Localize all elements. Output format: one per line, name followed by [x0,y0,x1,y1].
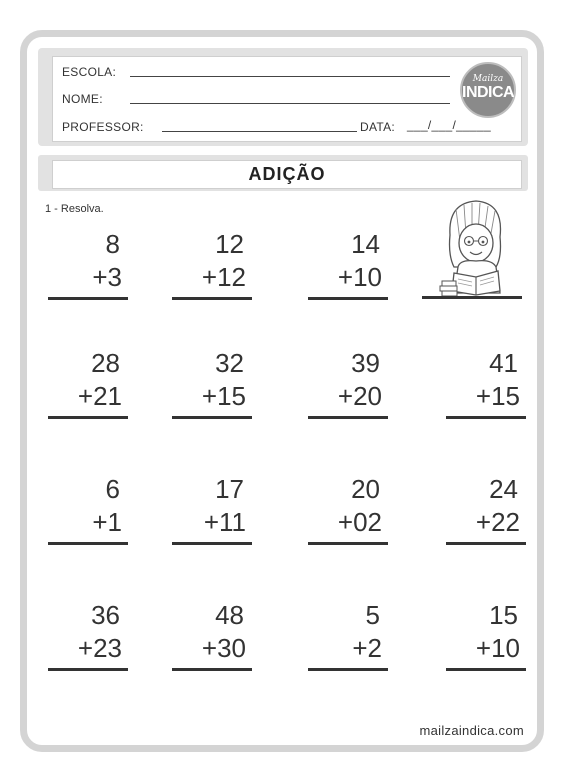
answer-line [48,297,128,300]
addition-problem[interactable] [48,348,128,428]
footer-website: mailzaindica.com [419,723,524,738]
page-title: ADIÇÃO [248,164,326,184]
addend-bottom: +12 [201,262,246,292]
addend-top: 41 [489,348,518,378]
addend-bottom: +10 [337,262,382,292]
addend-top: 20 [351,474,380,504]
logo-line-1: Mailza [472,74,504,84]
addend-top: 28 [91,348,120,378]
addition-problem[interactable] [48,474,128,554]
nome-field[interactable] [130,103,450,104]
addend-bottom: +15 [201,381,246,411]
answer-line [172,416,252,419]
answer-line [446,542,526,545]
mailza-indica-logo [460,62,516,118]
addend-top: 17 [215,474,244,504]
data-label: DATA: [360,120,396,134]
addend-top: 15 [489,600,518,630]
addend-top: 8 [105,229,120,259]
addend-top: 6 [105,474,120,504]
addition-problem[interactable] [446,474,526,554]
addend-bottom: +10 [475,633,520,663]
escola-field[interactable] [130,76,450,77]
addition-problem[interactable] [172,474,252,554]
addend-bottom: +30 [201,633,246,663]
answer-line [172,297,252,300]
addend-top: 12 [215,229,244,259]
addition-problem[interactable] [308,229,388,309]
answer-line [308,297,388,300]
addend-top: 48 [215,600,244,630]
addition-problem[interactable] [308,474,388,554]
girl-reading-book-icon [420,195,524,301]
professor-field[interactable] [162,131,357,132]
addend-top: 32 [215,348,244,378]
addition-problem[interactable] [172,600,252,680]
addend-bottom: +22 [475,507,520,537]
addition-problem[interactable] [48,600,128,680]
addition-problem[interactable] [172,348,252,428]
addend-bottom: +2 [352,633,382,663]
addition-problem[interactable] [308,600,388,680]
addition-problem[interactable] [172,229,252,309]
addend-bottom: +15 [475,381,520,411]
answer-line [48,542,128,545]
date-field[interactable]: ___/___/_____ [407,118,491,132]
answer-line [172,542,252,545]
addend-bottom: +3 [92,262,122,292]
instruction-text: 1 - Resolva. [45,203,104,215]
addend-top: 5 [365,600,380,630]
answer-line [48,416,128,419]
answer-line [446,416,526,419]
addend-bottom: +02 [337,507,382,537]
addend-bottom: +21 [77,381,122,411]
answer-line [308,542,388,545]
addend-bottom: +11 [203,507,246,537]
addend-top: 24 [489,474,518,504]
escola-label: ESCOLA: [62,65,117,79]
addend-bottom: +1 [92,507,122,537]
title-bar [52,160,522,189]
answer-line [308,416,388,419]
addend-bottom: +20 [337,381,382,411]
addend-bottom: +23 [77,633,122,663]
answer-line [308,668,388,671]
addition-problem[interactable] [308,348,388,428]
addition-problem[interactable] [446,600,526,680]
addition-problem[interactable] [48,229,128,309]
nome-label: NOME: [62,92,103,106]
addend-top: 36 [91,600,120,630]
answer-line [48,668,128,671]
addition-problem[interactable] [446,348,526,428]
addend-top: 14 [351,229,380,259]
addend-top: 39 [351,348,380,378]
logo-line-2: INDICA [462,84,515,101]
answer-line [446,668,526,671]
professor-label: PROFESSOR: [62,120,144,134]
answer-line [172,668,252,671]
